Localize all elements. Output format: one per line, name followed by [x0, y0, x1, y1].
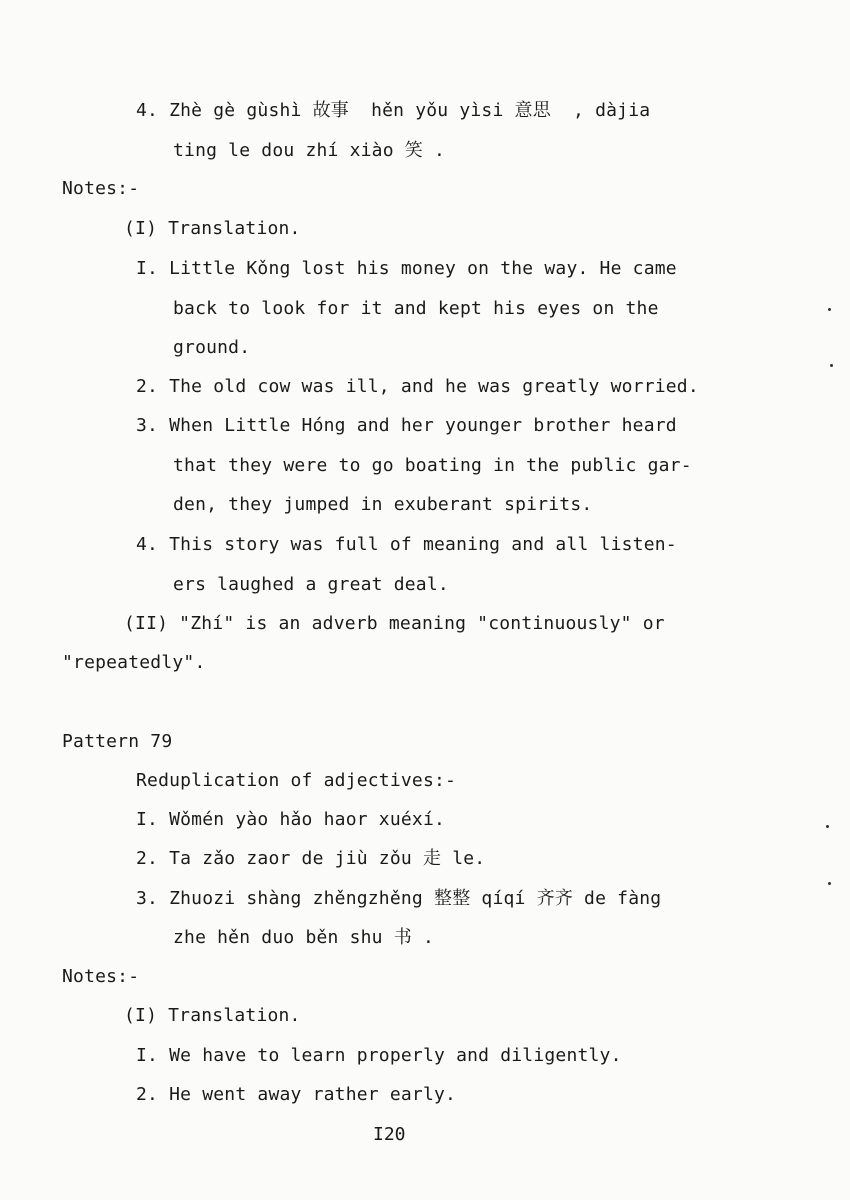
- translation-1-line-1: I. Little Kǒng lost his money on the way. He came: [136, 258, 677, 279]
- pattern-example-2: 2. Ta zǎo zaor de jiù zǒu 走 le.: [136, 848, 486, 869]
- pattern-example-3-line-2: zhe hěn duo běn shu 书 .: [173, 927, 435, 948]
- scan-speck: [828, 308, 831, 311]
- translation-b-1: I. We have to learn properly and diligently.: [136, 1045, 622, 1066]
- translation-3-line-2: that they were to go boating in the public gar-: [173, 455, 692, 476]
- note-ii-line-1: (II) "Zhí" is an adverb meaning "continuously" or: [124, 613, 665, 634]
- pattern-description: Reduplication of adjectives:-: [136, 770, 457, 791]
- translation-2: 2. The old cow was ill, and he was greatly worried.: [136, 376, 699, 397]
- scan-speck: [826, 825, 829, 828]
- translation-b-2: 2. He went away rather early.: [136, 1084, 457, 1105]
- notes-heading: Notes:-: [62, 178, 140, 199]
- notes-heading-2: Notes:-: [62, 966, 140, 987]
- translation-4-line-2: ers laughed a great deal.: [173, 574, 449, 595]
- translation-heading: (I) Translation.: [124, 218, 301, 239]
- pattern-heading: Pattern 79: [62, 731, 173, 752]
- translation-heading-2: (I) Translation.: [124, 1005, 301, 1026]
- translation-4-line-1: 4. This story was full of meaning and all listen-: [136, 534, 677, 555]
- scan-speck: [828, 882, 831, 885]
- pattern-example-3-line-1: 3. Zhuozi shàng zhěngzhěng 整整 qíqí 齐齐 de fàng: [136, 888, 662, 909]
- translation-3-line-1: 3. When Little Hóng and her younger brother heard: [136, 415, 677, 436]
- translation-1-line-3: ground.: [173, 337, 251, 358]
- example-4-line-1: 4. Zhè gè gùshì 故事 hěn yǒu yìsi 意思 , dàjia: [136, 100, 651, 121]
- note-ii-line-2: "repeatedly".: [62, 652, 206, 673]
- translation-1-line-2: back to look for it and kept his eyes on the: [173, 298, 659, 319]
- scan-speck: [830, 364, 833, 367]
- page-number: I20: [373, 1124, 406, 1145]
- translation-3-line-3: den, they jumped in exuberant spirits.: [173, 494, 593, 515]
- pattern-example-1: I. Wǒmén yào hǎo haor xuéxí.: [136, 809, 446, 830]
- example-4-line-2: ting le dou zhí xiào 笑 .: [173, 140, 446, 161]
